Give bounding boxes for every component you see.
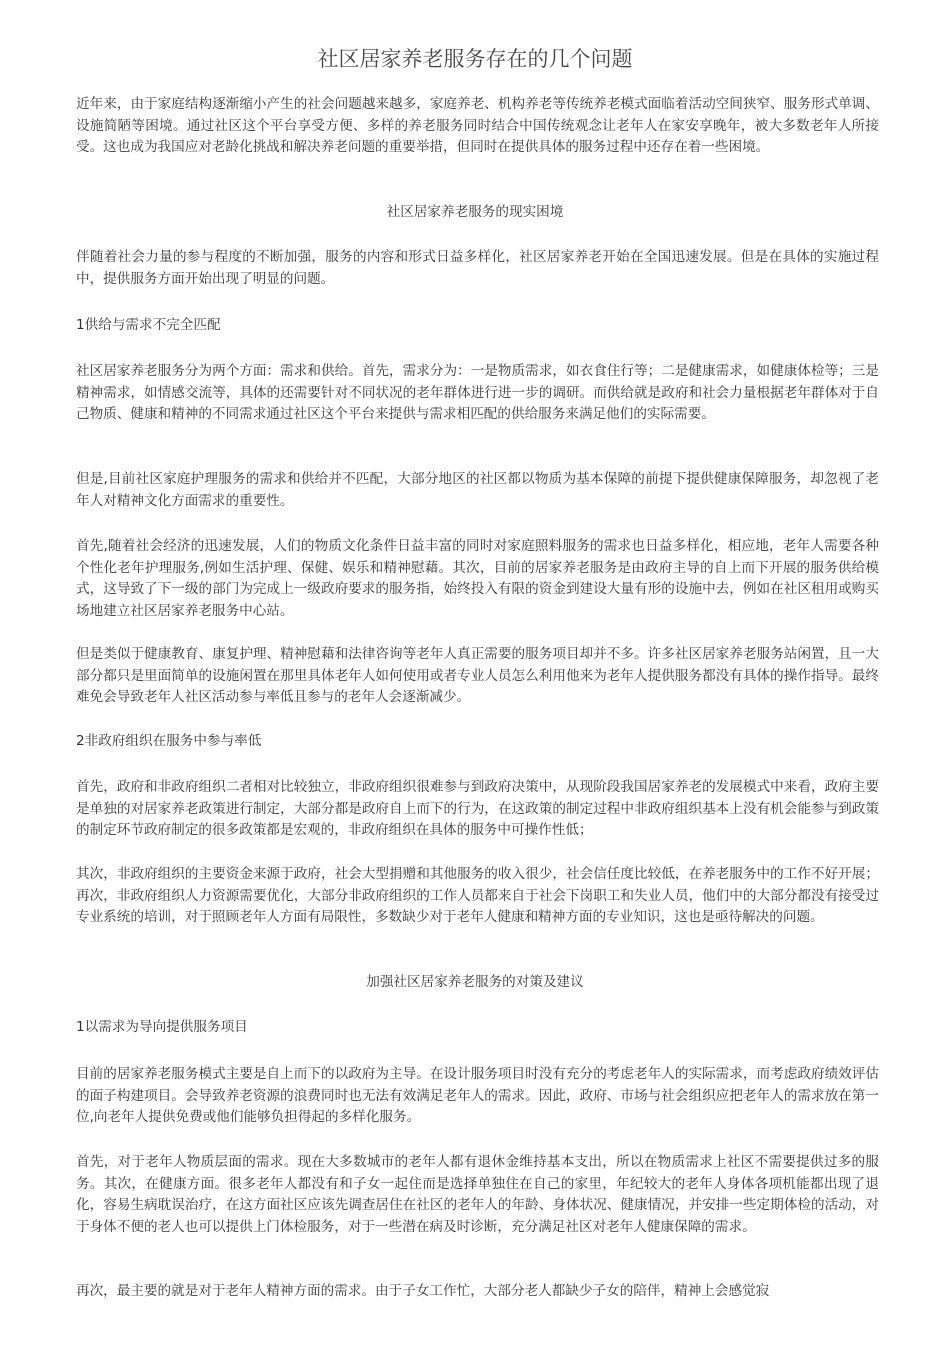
paragraph-supply-demand-intro: 社区居家养老服务分为两个方面：需求和供给。首先，需求分为：一是物质需求，如衣食住行等；二是健康需求，如健康体检等；三是精神需求，如情感交流等，具体的还需要针对不同状况的老年群体进行进一步的调研。而供给就是政府和社会力量根据老年群体对于自己物质、健康和精神的不同需求通过社区这个平台来提供与需求相匹配的供给服务来满足他们的实际需要。 [76, 363, 879, 422]
subheading-ngo-participation: 2非政府组织在服务中参与率低 [76, 733, 262, 749]
section-heading-countermeasures: 加强社区居家养老服务的对策及建议 [366, 974, 584, 990]
document-title: 社区居家养老服务存在的几个问题 [317, 47, 633, 71]
paragraph-diversified-needs: 首先,随着社会经济的迅速发展，人们的物质文化条件日益丰富的同时对家庭照料服务的需求也日益多样化，相应地，老年人需要各种个性化老年护理服务,例如生活护理、保健、娱乐和精神慰藉。其次，目前的居家养老服务是由政府主导的自上而下开展的服务供给模式，这导致了下一级的部门为完成上一级政府要求的服务指，始终投入有限的资金到建设大量有形的设施中去，例如在社区租用或购买场地建立社区居家养老服务中心站。 [76, 538, 879, 619]
paragraph-mismatch: 但是,目前社区家庭护理服务的需求和供给并不匹配，大部分地区的社区都以物质为基本保障的前提下提供健康保障服务，却忽视了老年人对精神文化方面需求的重要性。 [76, 471, 879, 509]
paragraph-top-down-model: 目前的居家养老服务模式主要是自上而下的以政府为主导。在设计服务项目时没有充分的考虑老年人的实际需求，而考虑政府绩效评估的面子构建项目。会导致养老资源的浪费同时也无法有效满足老年人的需求。因此，政府、市场与社会组织应把老年人的需求放在第一位,向老年人提供免费或他们能够负担得起的多样化服务。 [76, 1066, 879, 1125]
paragraph-development: 伴随着社会力量的参与程度的不断加强，服务的内容和形式日益多样化，社区居家养老开始在全国迅速发展。但是在具体的实施过程中，提供服务方面开始出现了明显的问题。 [76, 249, 879, 287]
intro-paragraph: 近年来，由于家庭结构逐渐缩小产生的社会问题越来越多，家庭养老、机构养老等传统养老模式面临着活动空间狭窄、服务形式单调、设施简陋等困境。通过社区这个平台享受方便、多样的养老服务同时结合中国传统观念让老年人在家安享晚年，被大多数老年人所接受。这也成为我国应对老龄化挑战和解决养老问题的重要举措，但同时在提供具体的服务过程中还存在着一些困境。 [76, 96, 879, 155]
paragraph-ngo-funding: 其次，非政府组织的主要资金来源于政府，社会大型捐赠和其他服务的收入很少，社会信任度比较低，在养老服务中的工作不好开展；再次，非政府组织人力资源需要优化，大部分非政府组织的工作人员都来自于社会下岗职工和失业人员，他们中的大部分都没有接受过专业系统的培训，对于照顾老年人方面有局限性，多数缺少对于老年人健康和精神方面的专业知识，这也是亟待解决的问题。 [76, 866, 879, 925]
paragraph-idle-facilities: 但是类似于健康教育、康复护理、精神慰藉和法律咨询等老年人真正需要的服务项目却并不多。许多社区居家养老服务站闲置，且一大部分都只是里面简单的设施闲置在那里具体老年人如何使用或者专业人员怎么利用他来为老年人提供服务都没有具体的操作指导。最终难免会导致老年人社区活动参与率低且参与的老年人会逐渐减少。 [76, 646, 879, 705]
subheading-supply-demand: 1供给与需求不完全匹配 [76, 317, 221, 333]
paragraph-material-health-needs: 首先，对于老年人物质层面的需求。现在大多数城市的老年人都有退休金维持基本支出，所以在物质需求上社区不需要提供过多的服务。其次，在健康方面。很多老年人都没有和子女一起住而是选择单独住在自己的家里，年纪较大的老年人身体各项机能都出现了退化，容易生病耽误治疗，在这方面社区应该先调查居住在社区的老年人的年龄、身体状况、健康情况，并安排一些定期体检的活动，对于身体不便的老人也可以提供上门体检服务，对于一些潜在病及时诊断，充分满足社区对老年人健康保障的需求。 [76, 1154, 879, 1235]
paragraph-ngo-policy: 首先，政府和非政府组织二者相对比较独立，非政府组织很难参与到政府决策中，从现阶段我国居家养老的发展模式中来看，政府主要是单独的对居家养老政策进行制定，大部分都是政府自上而下的行为，在这政策的制定过程中非政府组织基本上没有机会能参与到政策的制定环节政府制定的很多政策都是宏观的，非政府组织在具体的服务中可操作性低； [76, 779, 879, 838]
paragraph-spiritual-needs: 再次，最主要的就是对于老年人精神方面的需求。由于子女工作忙，大部分老人都缺少子女的陪伴，精神上会感觉寂 [76, 1283, 770, 1299]
section-heading-difficulties: 社区居家养老服务的现实困境 [386, 204, 564, 220]
subheading-demand-oriented: 1以需求为导向提供服务项目 [76, 1019, 248, 1035]
